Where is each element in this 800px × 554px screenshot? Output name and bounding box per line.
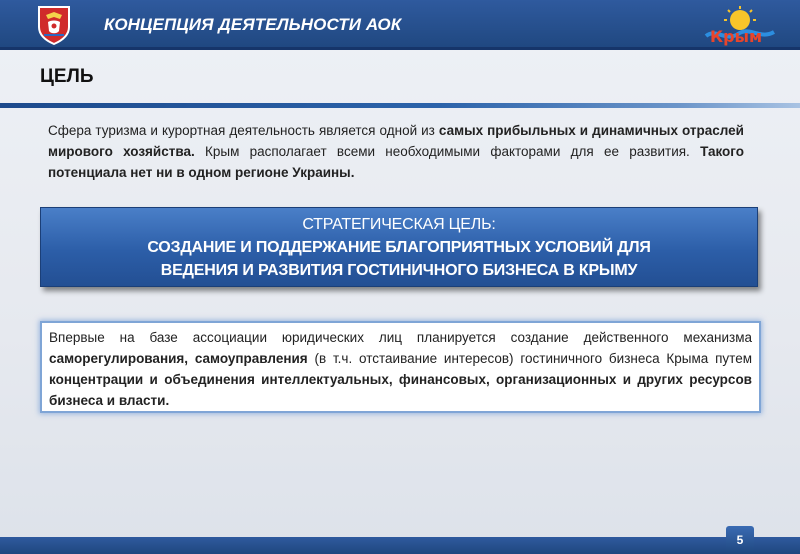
page-number: 5 bbox=[726, 526, 754, 554]
detail-text-1: Впервые на базе ассоциации юридических лиц планируется создание действенного механизма bbox=[49, 330, 752, 345]
crimea-coat-of-arms-icon bbox=[37, 5, 71, 45]
intro-text-2: Крым располагает всеми необходимыми факторами для ее развития. bbox=[194, 144, 701, 159]
detail-box bbox=[40, 321, 761, 413]
header-bar bbox=[0, 0, 800, 50]
strategic-goal-line-1: СОЗДАНИЕ И ПОДДЕРЖАНИЕ БЛАГОПРИЯТНЫХ УСЛОВИЙ ДЛЯ bbox=[147, 238, 651, 256]
section-divider bbox=[0, 103, 800, 108]
intro-text-1: Сфера туризма и курортная деятельность является одной из bbox=[48, 123, 439, 138]
strategic-goal-line-2: ВЕДЕНИЯ И РАЗВИТИЯ ГОСТИНИЧНОГО БИЗНЕСА В КРЫМУ bbox=[160, 261, 638, 279]
strategic-goal-box bbox=[40, 207, 758, 287]
strategic-goal-title: СТРАТЕГИЧЕСКАЯ ЦЕЛЬ: bbox=[302, 215, 496, 233]
intro-bold-2: Такого потенциала нет ни в одном регионе Украины. bbox=[48, 144, 744, 180]
detail-bold-1: саморегулирования, самоуправления bbox=[49, 351, 308, 366]
krym-logo-text: Крым bbox=[710, 27, 763, 46]
footer-bar bbox=[0, 537, 800, 554]
detail-bold-2: концентрации и объединения интеллектуальных, финансовых, организационных и других ресурсов бизнеса и власти. bbox=[49, 372, 752, 408]
header-title: КОНЦЕПЦИЯ ДЕЯТЕЛЬНОСТИ АОК bbox=[104, 15, 402, 34]
intro-paragraph bbox=[48, 120, 744, 183]
detail-text-2: (в т.ч. отстаивание интересов) гостиничного бизнеса Крыма путем bbox=[307, 351, 752, 366]
intro-bold-1: самых прибыльных и динамичных отраслей мирового хозяйства. bbox=[48, 123, 744, 159]
krym-logo-icon bbox=[704, 6, 776, 48]
section-title: ЦЕЛЬ bbox=[40, 66, 94, 87]
